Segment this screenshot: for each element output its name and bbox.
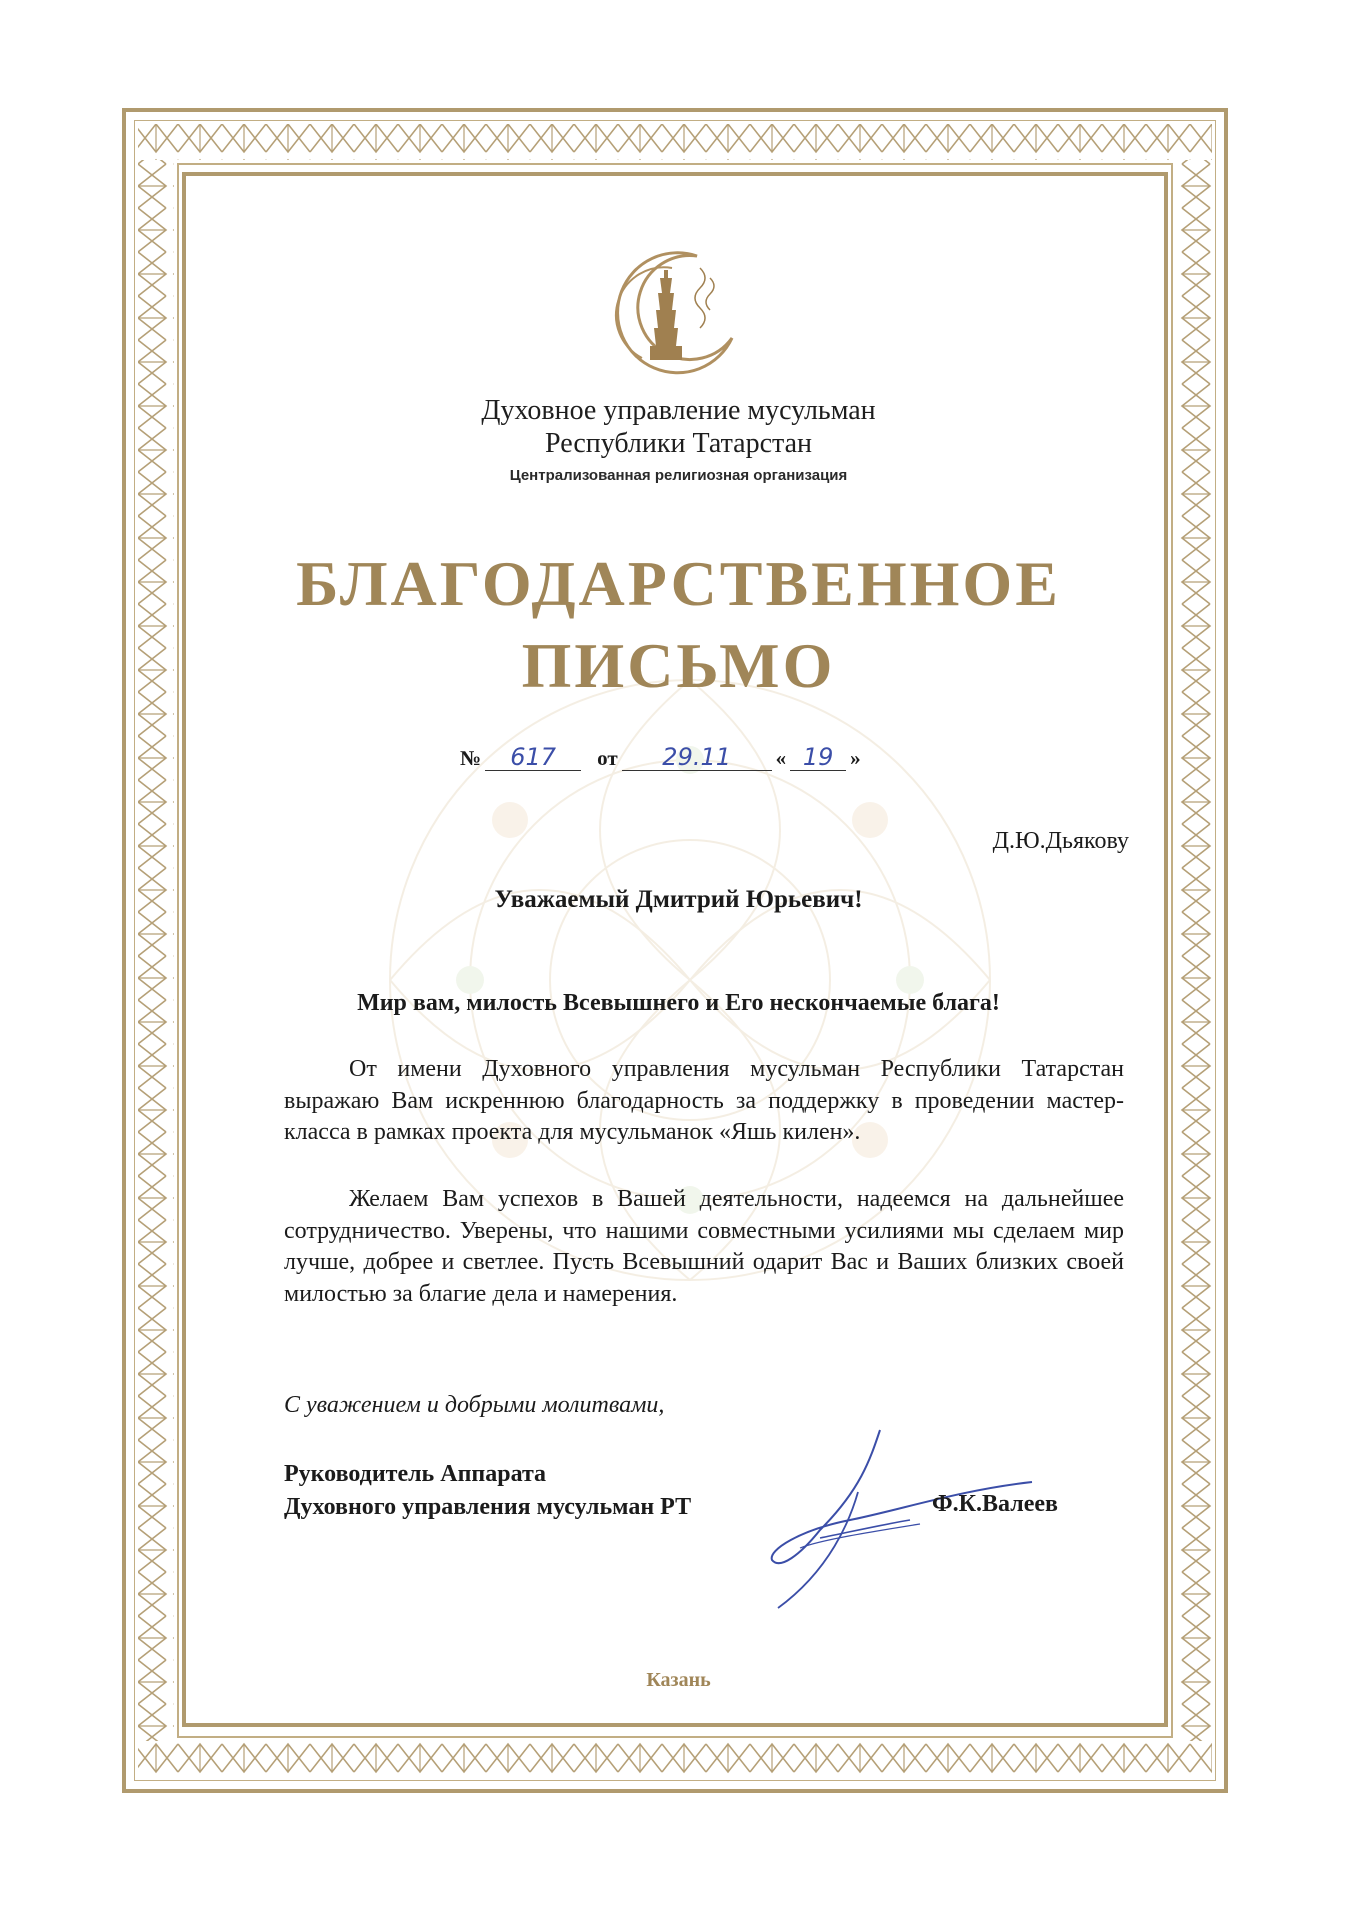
number-label: № <box>460 746 482 770</box>
body-paragraph-2 <box>284 1184 1124 1310</box>
greeting: Мир вам, милость Всевышнего и Его нескончаемые блага! <box>357 990 1000 1016</box>
recipient-name: Д.Ю.Дьякову <box>992 828 1129 854</box>
registration-line <box>460 744 861 771</box>
document-title-line1: БЛАГОДАРСТВЕННОЕ <box>296 548 1061 619</box>
organization-subtitle: Централизованная религиозная организация <box>509 467 848 484</box>
registration-number: 617 <box>485 744 581 771</box>
paragraph-2-text: Желаем Вам успехов в Вашей деятельности, надеемся на дальнейшее сотрудничество. Уверены, что нашими совместными усилиями мы сделаем мир лучше, добрее и светлее. Пусть Всевышний одарит Вас и Ваших близких своей милостью за благие дела и намерения. <box>284 1186 1124 1307</box>
year-close-quote: » <box>850 746 861 770</box>
date-label: от <box>597 746 618 770</box>
year-open-quote: « <box>775 746 787 770</box>
registration-year: 19 <box>790 744 846 771</box>
signatory-title-line2: Духовного управления мусульман РТ <box>284 1494 692 1520</box>
paragraph-1-text: От имени Духовного управления мусульман Республики Татарстан выражаю Вам искреннюю благодарность за поддержку в проведении мастер-класса в рамках проекта для мусульманок «Яшь килен». <box>284 1056 1124 1145</box>
signatory-name: Ф.К.Валеев <box>932 1491 1058 1517</box>
document-title-line2: ПИСЬМО <box>521 630 836 701</box>
closing-phrase: С уважением и добрыми молитвами, <box>284 1392 665 1418</box>
organization-name-line1: Духовное управление мусульман <box>481 395 876 426</box>
city: Казань <box>646 1669 711 1691</box>
signatory-title <box>284 1458 691 1524</box>
crescent-minaret-logo <box>612 248 742 378</box>
signatory-title-line1: Руководитель Аппарата <box>284 1461 547 1487</box>
body-paragraph-1 <box>284 1054 1124 1149</box>
organization-name-line2: Республики Татарстан <box>545 428 812 459</box>
salutation: Уважаемый Дмитрий Юрьевич! <box>494 886 863 913</box>
registration-date: 29.11 <box>622 744 772 771</box>
